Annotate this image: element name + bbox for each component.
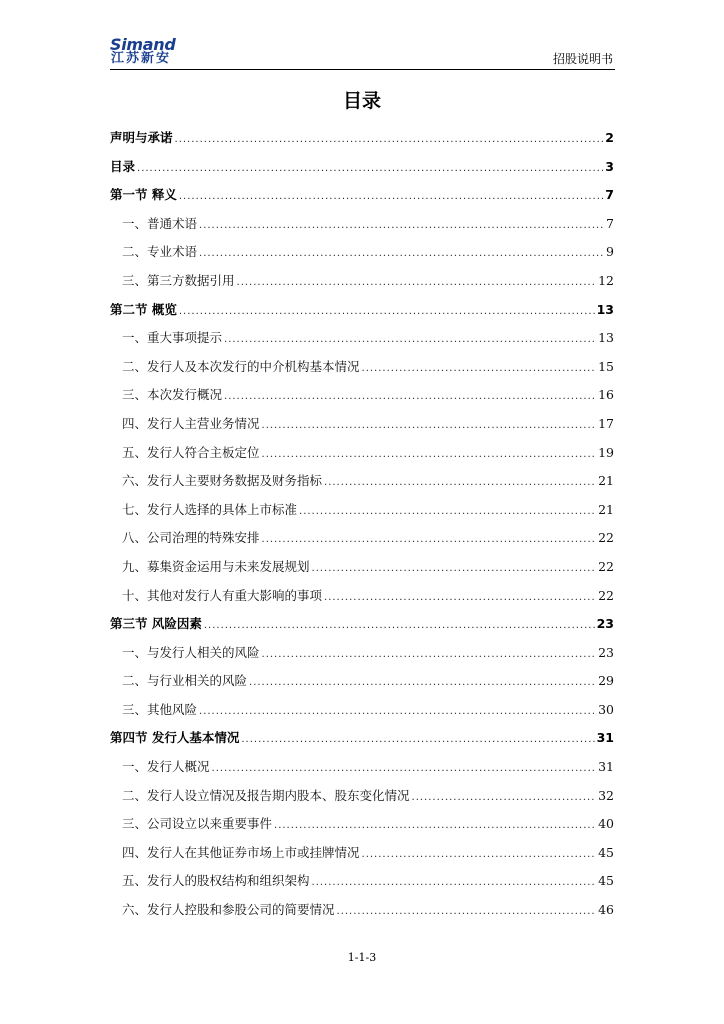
toc-dot-leader xyxy=(312,563,597,574)
toc-entry-label: 九、募集资金运用与未来发展规划 xyxy=(122,558,310,574)
toc-entry-label: 四、发行人在其他证券市场上市或挂牌情况 xyxy=(122,844,360,860)
toc-dot-leader xyxy=(137,163,603,174)
toc-entry-page: 21 xyxy=(598,473,614,489)
toc-subsection-entry[interactable] xyxy=(110,471,614,500)
logo-chinese-name: 江苏新安 xyxy=(111,51,172,66)
toc-entry-label: 二、发行人及本次发行的中介机构基本情况 xyxy=(122,358,360,374)
toc-dot-leader xyxy=(179,191,603,202)
toc-entry-label: 三、第三方数据引用 xyxy=(122,272,235,288)
toc-entry-label: 一、与发行人相关的风险 xyxy=(122,644,260,660)
toc-dot-leader xyxy=(362,363,597,374)
toc-subsection-entry[interactable] xyxy=(110,843,614,872)
toc-entry-page: 40 xyxy=(598,816,614,832)
toc-dot-leader xyxy=(262,420,597,431)
toc-entry-label: 第三节 风险因素 xyxy=(110,616,202,632)
toc-entry-page: 21 xyxy=(598,501,614,517)
toc-dot-leader xyxy=(324,592,596,603)
logo-wordmark: Simand xyxy=(110,35,176,54)
toc-subsection-entry[interactable] xyxy=(110,242,614,271)
toc-section-entry[interactable] xyxy=(110,128,614,157)
toc-dot-leader xyxy=(199,248,604,259)
toc-entry-page: 13 xyxy=(598,330,614,346)
toc-dot-leader xyxy=(262,449,597,460)
toc-section-entry[interactable] xyxy=(110,614,614,643)
toc-subsection-entry[interactable] xyxy=(110,586,614,615)
toc-entry-label: 二、与行业相关的风险 xyxy=(122,673,248,689)
toc-subsection-entry[interactable] xyxy=(110,214,614,243)
toc-entry-label: 二、专业术语 xyxy=(122,244,198,260)
toc-dot-leader xyxy=(312,877,597,888)
toc-entry-page: 31 xyxy=(598,759,614,775)
toc-entry-label: 八、公司治理的特殊安排 xyxy=(122,530,260,546)
toc-dot-leader xyxy=(224,334,596,345)
toc-subsection-entry[interactable] xyxy=(110,328,614,357)
toc-subsection-entry[interactable] xyxy=(110,643,614,672)
toc-entry-page: 45 xyxy=(598,873,614,889)
page-title: 目录 xyxy=(342,90,381,112)
toc-entry-page: 23 xyxy=(596,616,614,632)
toc-subsection-entry[interactable] xyxy=(110,357,614,386)
toc-dot-leader xyxy=(262,534,597,545)
page-header xyxy=(110,36,615,70)
toc-entry-label: 目录 xyxy=(110,158,136,174)
toc-subsection-entry[interactable] xyxy=(110,414,614,443)
toc-entry-page: 3 xyxy=(605,158,614,174)
toc-entry-label: 五、发行人的股权结构和组织架构 xyxy=(122,873,310,889)
toc-entry-label: 第四节 发行人基本情况 xyxy=(110,730,240,746)
toc-dot-leader xyxy=(237,277,597,288)
document-type: 招股说明书 xyxy=(552,52,613,66)
toc-subsection-entry[interactable] xyxy=(110,528,614,557)
toc-entry-page: 30 xyxy=(598,701,614,717)
toc-entry-page: 32 xyxy=(598,787,614,803)
toc-entry-page: 9 xyxy=(606,244,614,260)
toc-section-entry[interactable] xyxy=(110,300,614,329)
header-divider xyxy=(110,69,615,70)
toc-dot-leader xyxy=(249,677,596,688)
toc-entry-page: 12 xyxy=(598,272,614,288)
toc-subsection-entry[interactable] xyxy=(110,271,614,300)
toc-dot-leader xyxy=(179,306,595,317)
toc-subsection-entry[interactable] xyxy=(110,814,614,843)
toc-entry-page: 7 xyxy=(606,215,614,231)
toc-dot-leader xyxy=(204,620,595,631)
table-of-contents xyxy=(110,128,614,929)
toc-subsection-entry[interactable] xyxy=(110,500,614,529)
toc-entry-label: 声明与承诺 xyxy=(110,130,173,145)
toc-entry-page: 15 xyxy=(598,358,614,374)
toc-entry-label: 五、发行人符合主板定位 xyxy=(122,444,260,460)
toc-subsection-entry[interactable] xyxy=(110,557,614,586)
toc-entry-page: 46 xyxy=(598,902,614,918)
toc-dot-leader xyxy=(274,820,596,831)
toc-dot-leader xyxy=(299,506,596,517)
toc-entry-page: 17 xyxy=(598,415,614,431)
toc-section-entry[interactable] xyxy=(110,728,614,757)
toc-dot-leader xyxy=(324,477,596,488)
toc-section-entry[interactable] xyxy=(110,185,614,214)
toc-subsection-entry[interactable] xyxy=(110,700,614,729)
toc-subsection-entry[interactable] xyxy=(110,385,614,414)
toc-entry-page: 2 xyxy=(605,130,614,145)
toc-subsection-entry[interactable] xyxy=(110,871,614,900)
toc-dot-leader xyxy=(337,906,597,917)
page-number: 1-1-3 xyxy=(347,951,377,964)
toc-entry-label: 一、普通术语 xyxy=(122,215,198,231)
toc-entry-label: 六、发行人控股和参股公司的简要情况 xyxy=(122,902,335,918)
toc-entry-page: 13 xyxy=(596,301,614,317)
toc-entry-label: 六、发行人主要财务数据及财务指标 xyxy=(122,473,323,489)
toc-entry-page: 31 xyxy=(596,730,614,746)
toc-dot-leader xyxy=(412,792,597,803)
toc-entry-page: 29 xyxy=(598,673,614,689)
toc-entry-page: 16 xyxy=(598,387,614,403)
toc-subsection-entry[interactable] xyxy=(110,757,614,786)
toc-entry-label: 第一节 释义 xyxy=(110,187,177,203)
toc-entry-page: 22 xyxy=(598,530,614,546)
toc-dot-leader xyxy=(175,134,604,145)
toc-entry-label: 三、其他风险 xyxy=(122,701,198,717)
toc-subsection-entry[interactable] xyxy=(110,900,614,929)
toc-entry-page: 23 xyxy=(598,644,614,660)
toc-entry-label: 三、本次发行概况 xyxy=(122,387,223,403)
toc-dot-leader xyxy=(212,763,597,774)
toc-entry-page: 45 xyxy=(598,844,614,860)
toc-entry-label: 十、其他对发行人有重大影响的事项 xyxy=(122,587,323,603)
toc-section-entry[interactable] xyxy=(110,157,614,186)
toc-subsection-entry[interactable] xyxy=(110,786,614,815)
toc-entry-page: 19 xyxy=(598,444,614,460)
toc-dot-leader xyxy=(362,849,597,860)
toc-entry-label: 第二节 概览 xyxy=(110,301,177,317)
toc-entry-page: 7 xyxy=(605,187,614,203)
toc-entry-label: 二、发行人设立情况及报告期内股本、股东变化情况 xyxy=(122,787,410,803)
toc-entry-label: 四、发行人主营业务情况 xyxy=(122,415,260,431)
company-logo xyxy=(110,36,182,68)
toc-entry-label: 一、重大事项提示 xyxy=(122,330,223,346)
toc-entry-page: 22 xyxy=(598,587,614,603)
toc-subsection-entry[interactable] xyxy=(110,671,614,700)
toc-dot-leader xyxy=(262,649,597,660)
toc-entry-page: 22 xyxy=(598,558,614,574)
toc-subsection-entry[interactable] xyxy=(110,443,614,472)
toc-entry-label: 七、发行人选择的具体上市标准 xyxy=(122,501,298,517)
toc-dot-leader xyxy=(241,734,594,745)
toc-entry-label: 一、发行人概况 xyxy=(122,759,210,775)
toc-dot-leader xyxy=(224,391,596,402)
toc-entry-label: 三、公司设立以来重要事件 xyxy=(122,816,273,832)
toc-dot-leader xyxy=(199,220,604,231)
toc-dot-leader xyxy=(199,706,596,717)
